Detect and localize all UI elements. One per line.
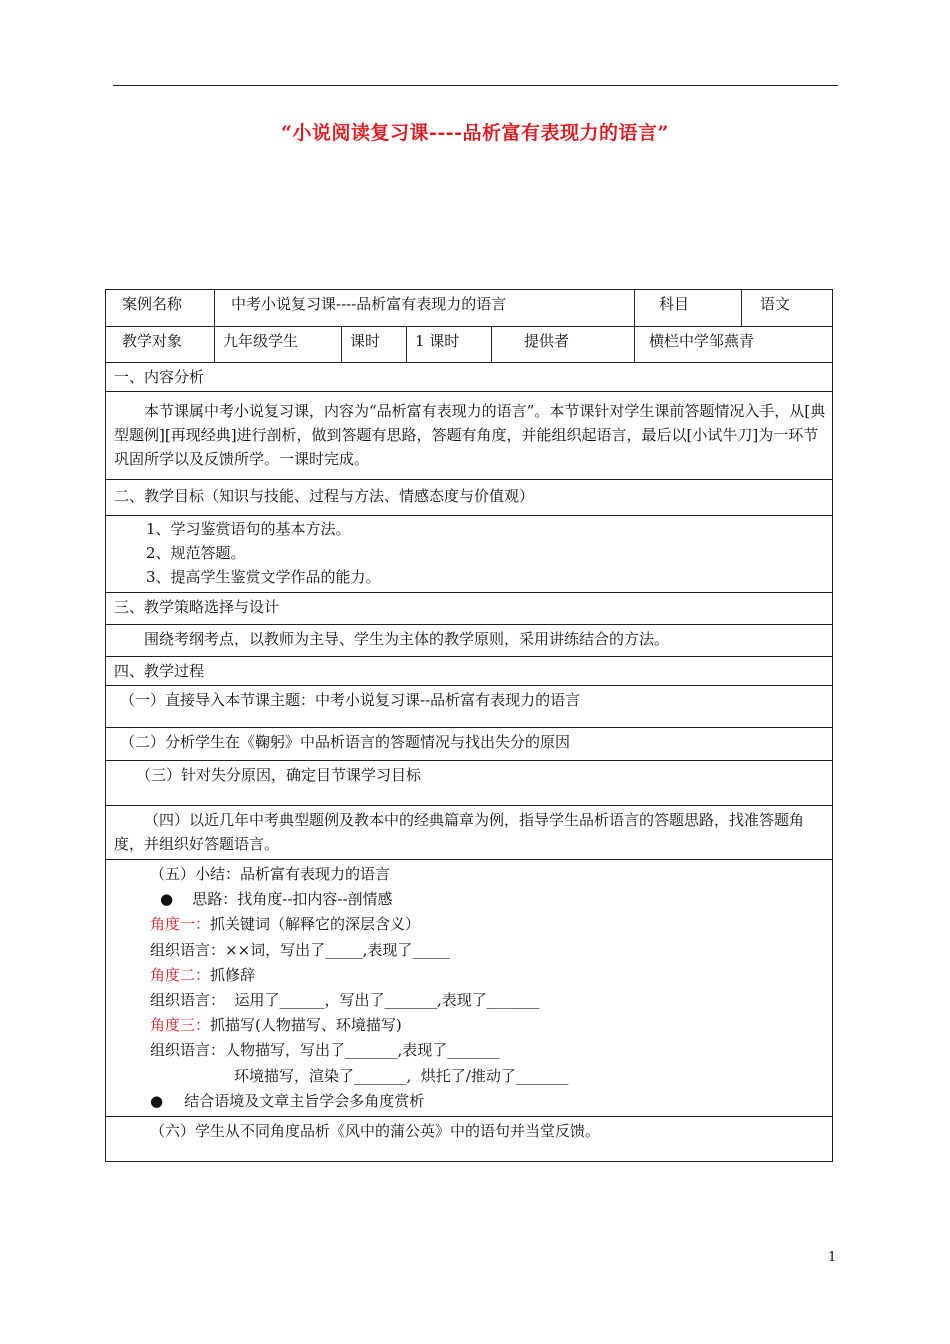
section4-heading: 四、教学过程 <box>106 657 833 686</box>
angle-2-text: 抓修辞 <box>210 965 256 984</box>
angle-2-label: 角度二： <box>150 965 211 984</box>
table-row <box>106 392 833 480</box>
angle-1-label: 角度一： <box>150 915 211 934</box>
section3-body: 围绕考纲考点，以教师为主导、学生为主体的教学原则，采用讲练结合的方法。 <box>106 625 833 657</box>
summary-bullet-2 <box>136 1089 824 1114</box>
table-row <box>106 1117 833 1162</box>
summary-idea <box>136 887 824 912</box>
hours-label: 课时 <box>342 327 407 363</box>
subject-label: 科目 <box>635 290 742 327</box>
lesson-plan-table <box>105 289 833 1162</box>
table-row <box>106 290 833 327</box>
angle-1 <box>136 912 824 937</box>
case-name-value: 中考小说复习课----品析富有表现力的语言 <box>215 290 635 327</box>
process-step-6: （六）学生从不同角度品析《风中的蒲公英》中的语句并当堂反馈。 <box>106 1117 833 1162</box>
bullet-2-text: 结合语境及文章主旨学会多角度赏析 <box>184 1091 425 1110</box>
table-row <box>106 860 833 1117</box>
section1-body: 本节课属中考小说复习课，内容为“品析富有表现力的语言”。本节课针对学生课前答题情况入手，从[典型题例][再现经典]进行剖析，做到答题有思路，答题有角度，并能组织起语言，最后以[小试牛刀]为一环节巩固所学以及反馈所学。一课时完成。 <box>106 392 833 480</box>
bullet-icon: ● <box>160 890 174 909</box>
hours-value: 1 课时 <box>407 327 492 363</box>
section3-heading: 三、教学策略选择与设计 <box>106 593 833 625</box>
angle-2-organize: 组织语言： 运用了______，写出了_______,表现了_______ <box>150 991 540 1010</box>
table-row <box>106 625 833 657</box>
angle-1-organize: 组织语言：××词，写出了_____,表现了_____ <box>150 940 450 959</box>
process-step-3: （三）针对失分原因，确定目节课学习目标 <box>106 761 833 806</box>
page-title: “小说阅读复习课----品析富有表现力的语言” <box>281 122 669 144</box>
goal-item: 1、学习鉴赏语句的基本方法。 <box>146 520 351 538</box>
process-step-2: （二）分析学生在《鞠躬》中品析语言的答题情况与找出失分的原因 <box>106 728 833 761</box>
case-name-label: 案例名称 <box>106 290 215 327</box>
provider-value: 横栏中学邹燕青 <box>635 327 833 363</box>
angle-3-organize-1: 组织语言：人物描写，写出了_______,表现了_______ <box>150 1041 500 1060</box>
table-row <box>106 327 833 363</box>
target-value: 九年级学生 <box>215 327 342 363</box>
target-label: 教学对象 <box>106 327 215 363</box>
process-step-4: （四）以近几年中考典型题例及教本中的经典篇章为例，指导学生品析语言的答题思路，找准答题角度，并组织好答题语言。 <box>106 806 833 860</box>
goal-item: 3、提高学生鉴赏文学作品的能力。 <box>146 568 381 586</box>
table-row <box>106 657 833 686</box>
section2-heading: 二、教学目标（知识与技能、过程与方法、情感态度与价值观） <box>106 480 833 516</box>
table-row <box>106 761 833 806</box>
table-row <box>106 480 833 516</box>
table-row <box>106 728 833 761</box>
provider-label: 提供者 <box>492 327 635 363</box>
table-row <box>106 686 833 728</box>
process-step-5 <box>106 860 833 1117</box>
angle-3-organize-2: 环境描写，渲染了_______, 烘托了/推动了_______ <box>234 1066 569 1085</box>
table-row <box>106 516 833 593</box>
angle-3 <box>136 1013 824 1038</box>
idea-text: 思路：找角度--扣内容--剖情感 <box>192 890 393 909</box>
table-row <box>106 806 833 860</box>
header-rule <box>113 85 838 86</box>
section2-goals <box>106 516 833 593</box>
summary-heading: （五）小结：品析富有表现力的语言 <box>150 865 391 883</box>
goal-item: 2、规范答题。 <box>146 544 246 562</box>
bullet-icon: ● <box>150 1091 164 1110</box>
process-step-1: （一）直接导入本节课主题：中考小说复习课--品析富有表现力的语言 <box>106 686 833 728</box>
table-row <box>106 363 833 392</box>
angle-2 <box>136 963 824 988</box>
angle-1-text: 抓关键词（解释它的深层含义） <box>210 915 421 934</box>
subject-value: 语文 <box>742 290 833 327</box>
angle-3-text: 抓描写(人物描写、环境描写) <box>210 1016 402 1035</box>
section1-heading: 一、内容分析 <box>106 363 833 392</box>
angle-3-label: 角度三： <box>150 1016 211 1035</box>
page-number: 1 <box>828 1250 837 1265</box>
table-row <box>106 593 833 625</box>
